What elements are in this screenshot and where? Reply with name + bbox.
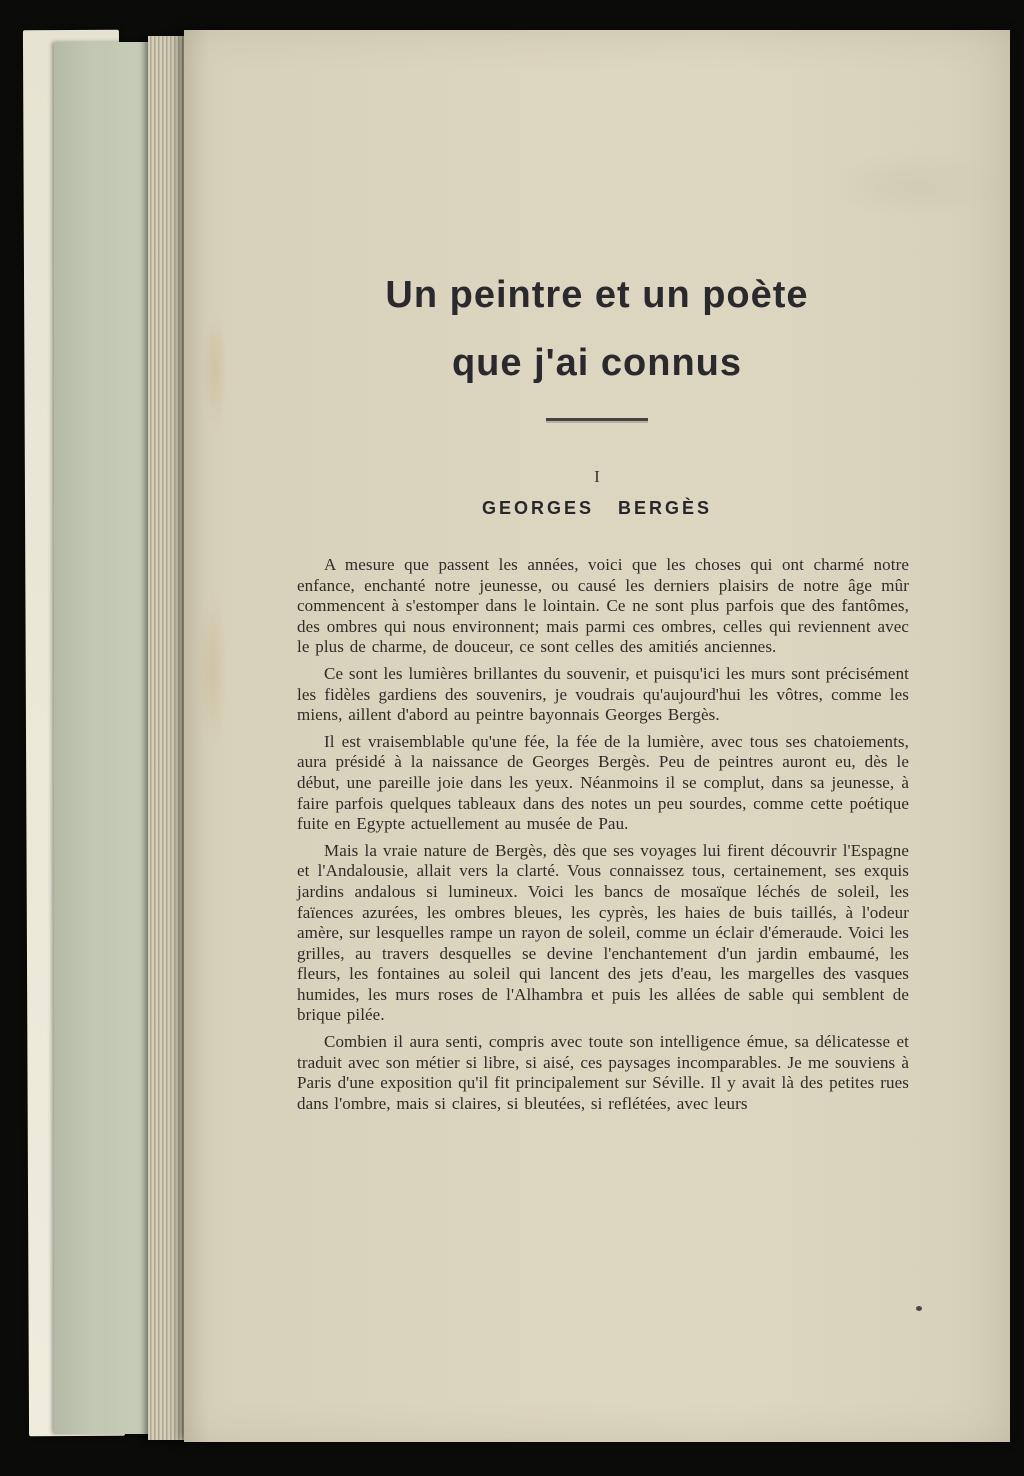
paragraph: A mesure que passent les années, voici que les choses qui ont charmé notre enfance, enchanté notre jeunesse, ou causé les derniers plaisirs de notre âge mûr commencent à s'estomper dans le lointain. Ce ne sont plus parfois que des fantômes, des ombres qui nous environnent; mais parmi ces ombres, celles qui reviennent avec le plus de charme, de douceur, ce sont celles des amitiés anciennes. [297, 555, 909, 657]
paragraph: Il est vraisemblable qu'une fée, la fée de la lumière, avec tous ses chatoiements, aura présidé à la naissance de Georges Bergès. Peu de peintres auront eu, dès le début, une pareille joie dans les yeux. Néanmoins il se complut, dans sa jeunesse, à faire parfois quelques tableaux dans des notes un peu sourdes, comme cette poétique fuite en Egypte actuellement au musée de Pau. [297, 731, 909, 834]
body-text [297, 555, 909, 1114]
paragraph: Ce sont les lumières brillantes du souvenir, et puisqu'ici les murs sont précisément les fidèles gardiens des souvenirs, je voudrais qu'aujourd'hui les vôtres, comme les miens, aillent d'abord au peintre bayonnais Georges Bergès. [297, 663, 909, 725]
ink-dot [916, 1306, 922, 1311]
paragraph: Mais la vraie nature de Bergès, dès que ses voyages lui firent découvrir l'Espagne et l'Andalousie, allait vers la clarté. Vous connaissez tous, certainement, ses exquis jardins andalous si lumineux. Voici les bancs de mosaïque léchés de soleil, les faïences azurées, les ombres bleues, les cyprès, les haies de buis taillés, à l'odeur amère, sur lesquelles rampe un rayon de soleil, comme un éclair d'émeraude. Voici les grilles, au travers desquelles se devine l'enchantement d'un jardin embaumé, les fleurs, les fontaines au soleil qui lancent des jets d'eau, les margelles des vasques humides, les murs roses de l'Alhambra et puis les allées de sable qui semblent de brique pilée. [297, 840, 909, 1025]
title-divider [546, 418, 648, 421]
paragraph: Combien il aura senti, compris avec toute son intelligence émue, sa délicatesse et traduit avec son métier si libre, si aisé, ces paysages incomparables. Je me souviens à Paris d'une exposition qu'il fit principalement sur Séville. Il y avait là des petites rues dans l'ombre, mais si claires, si bleutées, si reflétées, avec leurs [297, 1032, 909, 1113]
book-page [184, 30, 1010, 1442]
page-title [184, 30, 1010, 421]
page-content [184, 30, 1010, 1442]
section-number: I [594, 467, 600, 486]
page-stack-edges [148, 36, 188, 1440]
section-heading: GEORGES BERGÈS [481, 498, 713, 518]
title-line-1: Un peintre et un poète [385, 274, 809, 316]
title-line-2: que j'ai connus [451, 342, 743, 384]
